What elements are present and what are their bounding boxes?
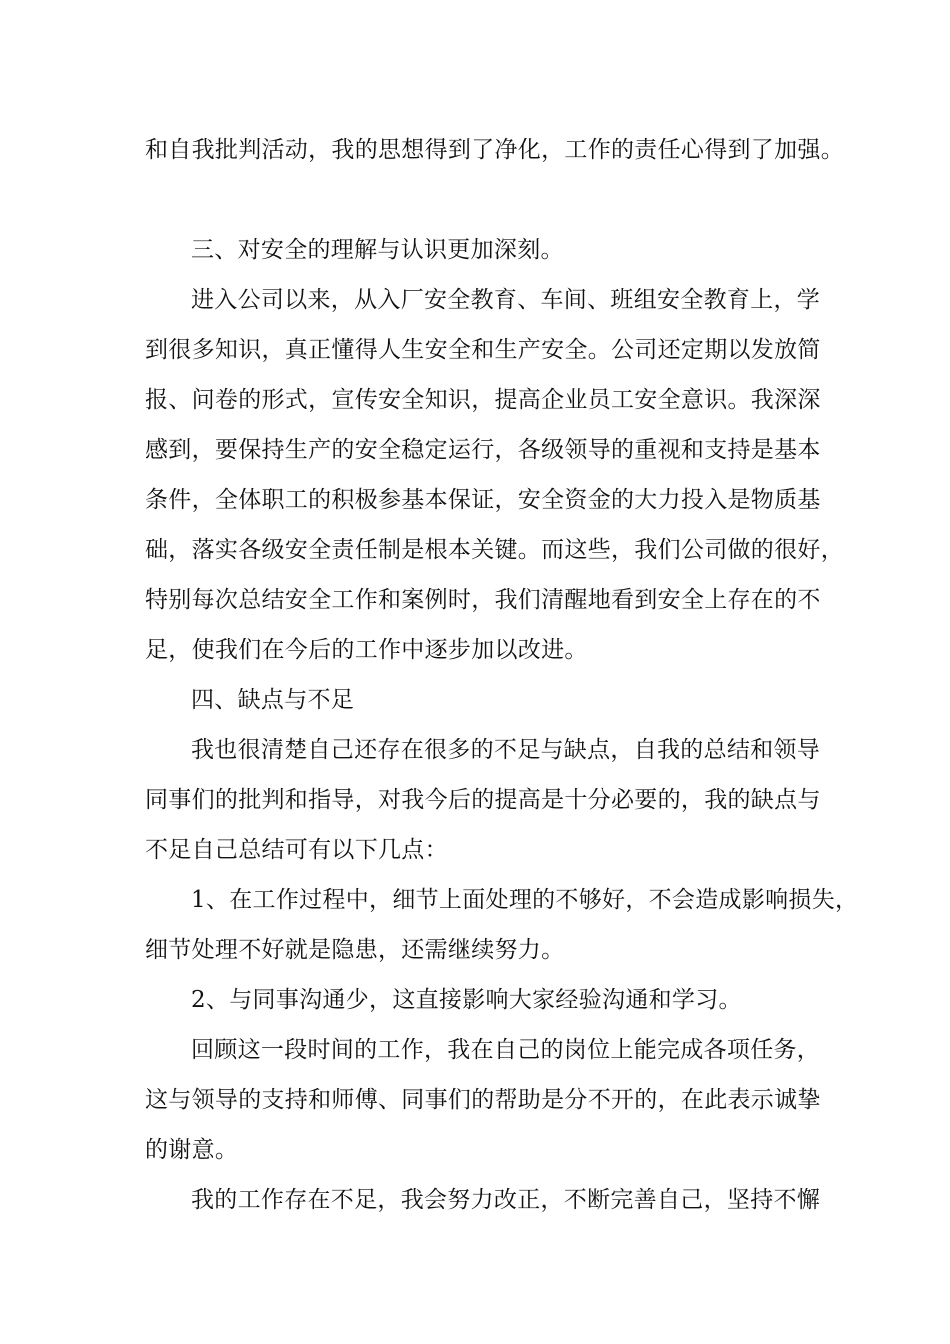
text-line: 感到，要保持生产的安全稳定运行，各级领导的重视和支持是基本 <box>145 437 821 463</box>
text-line: 我的工作存在不足，我会努力改正，不断完善自己，坚持不懈 <box>191 1187 821 1213</box>
text-line: 我也很清楚自己还存在很多的不足与缺点，自我的总结和领导 <box>191 737 821 763</box>
text-line: 的谢意。 <box>145 1137 239 1163</box>
list-item-2: 2、与同事沟通少，这直接影响大家经验沟通和学习。 <box>191 987 742 1013</box>
text-line: 同事们的批判和指导，对我今后的提高是十分必要的，我的缺点与 <box>145 787 821 813</box>
text-line: 报、问卷的形式，宣传安全知识，提高企业员工安全意识。我深深 <box>145 387 821 413</box>
text-line: 进入公司以来，从入厂安全教育、车间、班组安全教育上，学 <box>191 287 821 313</box>
text-line: 回顾这一段时间的工作，我在自己的岗位上能完成各项任务， <box>191 1037 821 1063</box>
text-line: 到很多知识，真正懂得人生安全和生产安全。公司还定期以发放简 <box>145 337 821 363</box>
text-line: 细节处理不好就是隐患，还需继续努力。 <box>145 937 565 963</box>
text-line: 础，落实各级安全责任制是根本关键。而这些，我们公司做的很好， <box>145 537 844 563</box>
section-heading-3: 三、对安全的理解与认识更加深刻。 <box>191 237 564 263</box>
text-line: 和自我批判活动，我的思想得到了净化，工作的责任心得到了加强。 <box>145 137 844 163</box>
text-line: 足，使我们在今后的工作中逐步加以改进。 <box>145 637 588 663</box>
list-item-1: 1、在工作过程中，细节上面处理的不够好，不会造成影响损失， <box>191 887 859 913</box>
text-line: 特别每次总结安全工作和案例时，我们清醒地看到安全上存在的不 <box>145 587 821 613</box>
section-heading-4: 四、缺点与不足 <box>191 687 355 713</box>
text-line: 条件，全体职工的积极参基本保证，安全资金的大力投入是物质基 <box>145 487 821 513</box>
text-line: 不足自己总结可有以下几点： <box>145 837 448 863</box>
text-line: 这与领导的支持和师傅、同事们的帮助是分不开的，在此表示诚挚 <box>145 1087 821 1113</box>
